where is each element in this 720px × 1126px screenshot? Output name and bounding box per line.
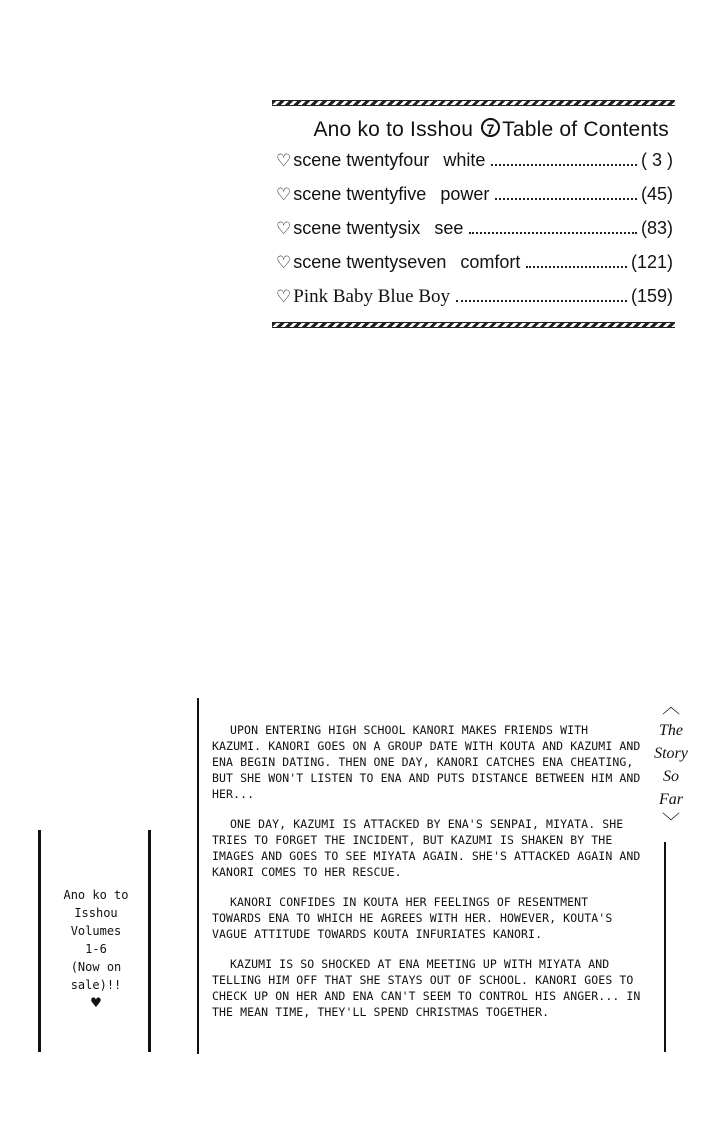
toc-scene-title: see bbox=[434, 218, 464, 238]
heart-icon: ♥ bbox=[91, 993, 101, 1012]
toc-scene: scene twentyseven bbox=[293, 252, 447, 272]
toc-scene-title: power bbox=[440, 184, 490, 204]
toc-entry[interactable] bbox=[276, 286, 673, 314]
promo-line: 1-6 bbox=[85, 942, 107, 956]
toc-scene: Pink Baby Blue Boy bbox=[293, 286, 451, 307]
promo-line: sale)!! bbox=[70, 978, 122, 992]
promo-line: Isshou bbox=[74, 906, 118, 920]
heart-icon: ♡ bbox=[276, 151, 292, 170]
toc-entry[interactable] bbox=[276, 150, 673, 178]
toc-page: (83) bbox=[640, 218, 673, 238]
promo-left-line bbox=[38, 830, 41, 1052]
caret-down-icon: ﹀ bbox=[662, 812, 680, 832]
heart-icon: ♡ bbox=[276, 185, 292, 204]
toc-scene: scene twentysix bbox=[293, 218, 421, 238]
story-paragraph: UPON ENTERING HIGH SCHOOL KANORI MAKES FRIENDS WITH KAZUMI. KANORI GOES ON A GROUP DATE WITH KOUTA AND KAZUMI AND ENA BEGIN DATING. THEN ONE DAY, KANORI CATCHES ENA CHEATING, BUT SHE WON'T LISTEN TO ENA AND PUTS DISTANCE BETWEEN HIM AND HER... bbox=[212, 723, 641, 801]
toc-entry[interactable] bbox=[276, 184, 673, 212]
toc-entry[interactable] bbox=[276, 218, 673, 246]
title-line: Far bbox=[659, 791, 683, 808]
story-paragraph: KANORI CONFIDES IN KOUTA HER FEELINGS OF RESENTMENT TOWARDS ENA TO WHICH HE AGREES WITH HER. HOWEVER, KOUTA'S VAGUE ATTITUDE TOWARDS KOUTA INFURIATES KANORI. bbox=[212, 895, 613, 941]
toc-page: (45) bbox=[640, 184, 673, 204]
series-name: Ano ko to Isshou bbox=[313, 118, 474, 141]
story-paragraph: KAZUMI IS SO SHOCKED AT ENA MEETING UP WITH MIYATA AND TELLING HIM OFF THAT SHE STAYS OUT OF SCHOOL. KANORI GOES TO CHECK UP ON HER AND ENA CAN'T SEEM TO CONTROL HIS ANGER... IN THE MEAN TIME, THEY'LL SPEND CHRISTMAS TOGETHER. bbox=[212, 957, 641, 1019]
promo-right-line bbox=[148, 830, 151, 1052]
title-line: The bbox=[659, 722, 683, 739]
dot-leader bbox=[526, 266, 627, 268]
toc-page: ( 3 ) bbox=[640, 150, 673, 170]
dot-leader bbox=[469, 232, 637, 234]
volume-badge: 7 bbox=[481, 118, 500, 137]
toc-top-rule bbox=[272, 100, 675, 106]
story-paragraph: ONE DAY, KAZUMI IS ATTACKED BY ENA'S SENPAI, MIYATA. SHE TRIES TO FORGET THE INCIDENT, BUT KAZUMI IS SHAKEN BY THE IMAGES AND GOES TO SEE MIYATA AGAIN. SHE'S ATTACKED AGAIN AND KANORI COMES TO HER RESCUE. bbox=[212, 817, 641, 879]
heart-icon: ♡ bbox=[276, 287, 292, 306]
caret-up-icon: ︿ bbox=[662, 697, 680, 717]
toc-entry[interactable] bbox=[276, 252, 673, 280]
story-so-far-title bbox=[636, 696, 706, 834]
toc-bottom-rule bbox=[272, 322, 675, 328]
story-side-line bbox=[664, 842, 666, 1052]
title-line: Story bbox=[654, 745, 688, 762]
toc-page: (159) bbox=[630, 286, 673, 306]
promo-line: Volumes bbox=[70, 924, 122, 938]
toc-scene-title: white bbox=[443, 150, 486, 170]
table-of-contents bbox=[272, 100, 675, 330]
toc-scene-title: comfort bbox=[460, 252, 521, 272]
toc-title bbox=[313, 118, 669, 142]
toc-scene: scene twentyfive bbox=[293, 184, 427, 204]
divider-line bbox=[197, 698, 199, 1054]
toc-heading: Table of Contents bbox=[502, 118, 669, 141]
title-line: So bbox=[663, 768, 679, 785]
toc-page: (121) bbox=[630, 252, 673, 272]
dot-leader bbox=[456, 300, 627, 302]
dot-leader bbox=[491, 164, 637, 166]
dot-leader bbox=[495, 198, 637, 200]
heart-icon: ♡ bbox=[276, 219, 292, 238]
toc-scene: scene twentyfour bbox=[293, 150, 430, 170]
promo-line: Ano ko to bbox=[63, 888, 129, 902]
story-so-far-text bbox=[212, 722, 644, 1034]
heart-icon: ♡ bbox=[276, 253, 292, 272]
promo-box bbox=[50, 886, 142, 1012]
promo-line: (Now on bbox=[70, 960, 122, 974]
